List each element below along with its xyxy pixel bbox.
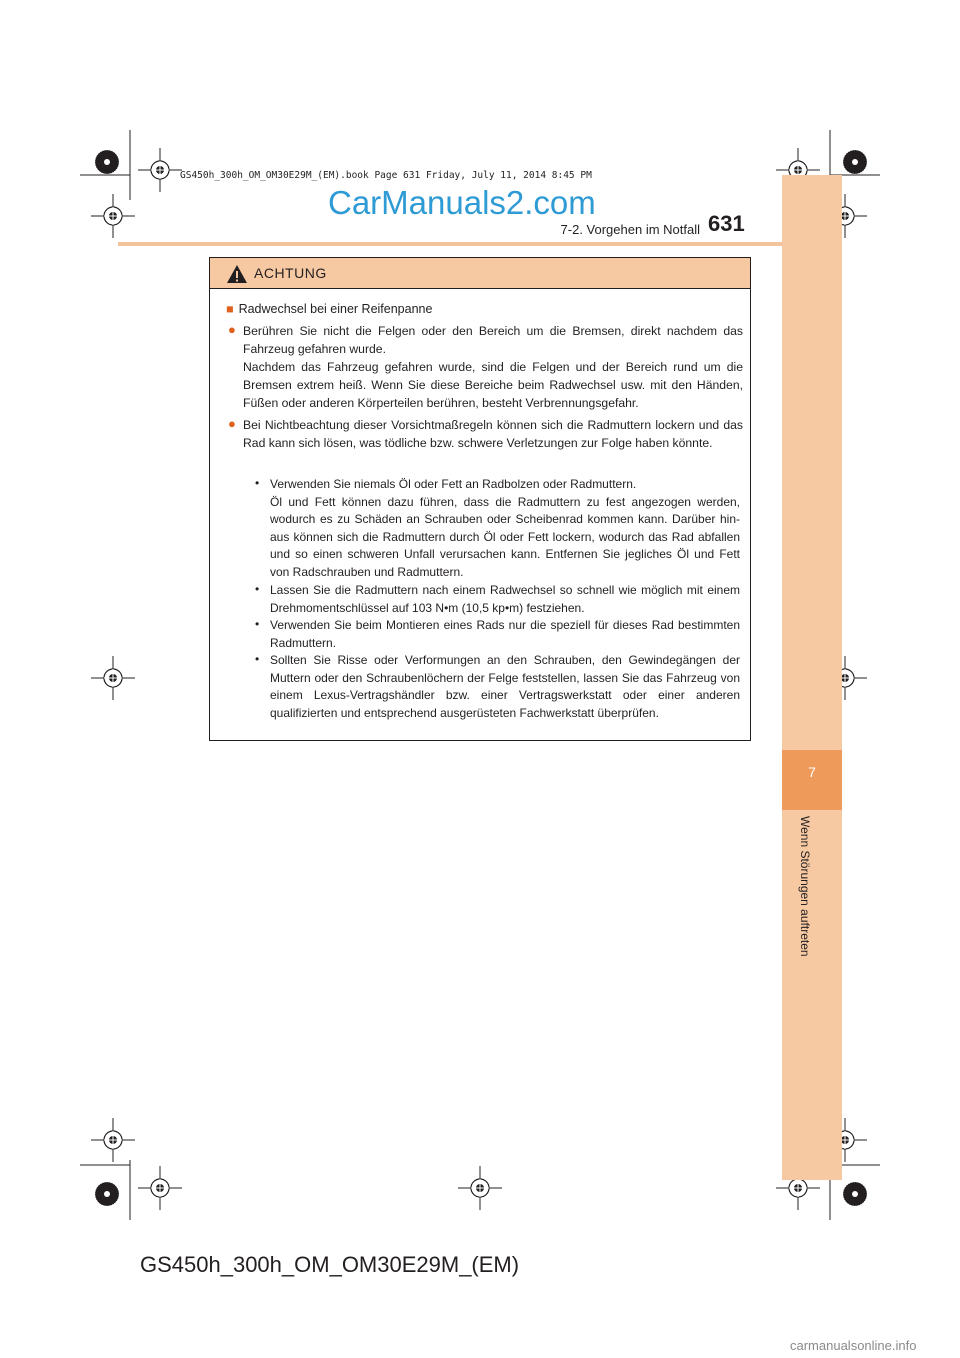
starburst-mark-icon	[843, 150, 867, 174]
starburst-mark-icon	[843, 1182, 867, 1206]
paragraph-text: Berühren Sie nicht die Felgen oder den Bereich um die Bremsen, direkt nachdem das Fahrzeug gefahren wurde.	[243, 324, 743, 356]
starburst-mark-icon	[95, 150, 119, 174]
registration-mark-icon	[91, 1118, 135, 1162]
section-title: 7-2. Vorgehen im Notfall	[560, 222, 700, 237]
registration-mark-icon	[91, 194, 135, 238]
header-rule	[118, 242, 782, 246]
sub-item-1	[270, 476, 740, 581]
registration-mark-icon	[458, 1166, 502, 1210]
sub-bullet-icon: •	[255, 617, 260, 631]
bullet-icon: ●	[228, 416, 236, 431]
sub-bullet-icon: •	[255, 652, 260, 666]
chapter-title: Wenn Störungen auftreten	[798, 816, 812, 957]
warning-subheading	[226, 302, 432, 316]
chapter-number: 7	[808, 764, 816, 780]
bullet-icon: ●	[228, 322, 236, 337]
starburst-mark-icon	[95, 1182, 119, 1206]
warning-title: ACHTUNG	[254, 265, 327, 281]
subheading-text: Radwechsel bei einer Reifenpanne	[238, 302, 433, 316]
sub-bullet-icon: •	[255, 476, 260, 490]
paragraph-1	[243, 322, 743, 412]
footer-watermark[interactable]: carmanualsonline.info	[790, 1338, 917, 1353]
warning-triangle-icon	[226, 264, 248, 284]
paragraph-2: Bei Nichtbeachtung dieser Vorsichtmaßregeln können sich die Radmuttern lockern und das Rad kann sich lösen, was tödliche bzw. schwere Verletzungen zur Folge haben könnte.	[243, 418, 743, 450]
book-file-line: GS450h_300h_OM_OM30E29M_(EM).book Page 631 Friday, July 11, 2014 8:45 PM	[180, 170, 592, 181]
sub-item-2: Lassen Sie die Radmuttern nach einem Radwechsel so schnell wie möglich mit einem Drehmomentschlüssel auf 103 N•m (10,5 kp•m) festziehen.	[270, 583, 740, 615]
sub-item-text: Öl und Fett können dazu führen, dass die Radmuttern zu fest angezogen werden, wodurch es zu Schäden an Schrauben oder Scheibenrad kommen kann. Darüber hin-aus können sich die Radmuttern durch Öl oder Fett lockern, wodurch das Rad abfallen und so einen schweren Unfall verursachen kann. Entfernen Sie jegliches Öl und Fett von Radschrauben und Radmuttern.	[270, 494, 740, 579]
registration-mark-icon	[138, 1166, 182, 1210]
sub-item-text: Verwenden Sie niemals Öl oder Fett an Radbolzen oder Radmuttern.	[270, 477, 637, 491]
chapter-side-strip	[782, 175, 842, 1180]
paragraph-text: Nachdem das Fahrzeug gefahren wurde, sind die Felgen und der Bereich rund um die Bremsen extrem heiß. Wenn Sie diese Bereiche beim Radwechsel usw. mit den Händen, Füßen oder anderen Körperteilen berühren, besteht Verbrennungsgefahr.	[243, 360, 743, 410]
page-number: 631	[708, 211, 745, 236]
chapter-tab	[782, 750, 842, 810]
sub-item-3: Verwenden Sie beim Montieren eines Rads nur die speziell für dieses Rad bestimmten Radmuttern.	[270, 618, 740, 650]
registration-mark-icon	[91, 656, 135, 700]
sub-item-4: Sollten Sie Risse oder Verformungen an den Schrauben, den Gewindegängen der Muttern oder den Schraubenlöchern der Felge feststellen, lassen Sie das Fahrzeug von einem Lexus-Vertragshändler bzw. einer Vertragswerkstatt oder einer anderen qualifizierten und entsprechend ausgerüsteten Fachwerkstatt überprüfen.	[270, 653, 740, 720]
registration-mark-icon	[138, 148, 182, 192]
footer-code: GS450h_300h_OM_OM30E29M_(EM)	[140, 1252, 520, 1277]
sub-bullet-icon: •	[255, 582, 260, 596]
watermark-link[interactable]: CarManuals2.com	[328, 184, 596, 221]
square-bullet-icon: ■	[226, 302, 234, 316]
